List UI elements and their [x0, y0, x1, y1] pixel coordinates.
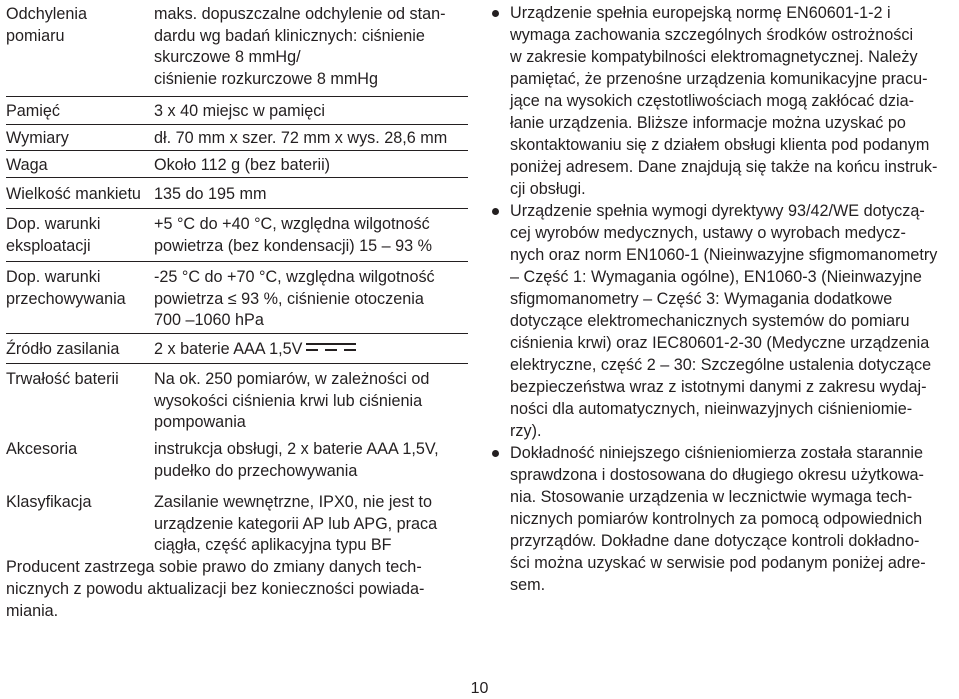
spec-row-power-source: [6, 334, 468, 364]
spec-row-battery-life: [6, 364, 468, 436]
spec-label: Trwałość baterii: [6, 370, 119, 388]
spec-label: Dop. warunki eksploatacji: [6, 215, 101, 255]
spec-label: Klasyfikacja: [6, 493, 92, 511]
spec-value: Około 112 g (bez baterii): [154, 156, 331, 174]
bullet-dot-icon: [492, 450, 499, 457]
spec-row-operating-conditions: [6, 209, 468, 262]
spec-label: Źródło zasilania: [6, 340, 120, 358]
bullet-dot-icon: [492, 208, 499, 215]
spec-row-accessories: [6, 436, 468, 488]
spec-label: Dop. warunki przechowywania: [6, 268, 126, 308]
spec-label: Odchylenia pomiaru: [6, 5, 87, 45]
spec-table: [6, 4, 468, 558]
spec-label: Akcesoria: [6, 440, 78, 458]
spec-row-weight: [6, 151, 468, 178]
spec-row-storage-conditions: [6, 262, 468, 334]
spec-value: maks. dopuszczalne odchylenie od stan- dardu wg badań klinicznych: ciśnienie skurczowe 8 mmHg/ ciśnienie rozkurczowe 8 mmHg: [154, 5, 446, 88]
manufacturer-note: Producent zastrzega sobie prawo do zmiany danych tech- nicznych z powodu aktualizacji bez konieczności powiada- miania.: [6, 558, 425, 620]
spec-row-classification: [6, 488, 468, 558]
spec-value: instrukcja obsługi, 2 x baterie AAA 1,5V, pudełko do przechowywania: [154, 440, 439, 480]
dc-current-icon: [306, 342, 356, 354]
spec-row-dimensions: [6, 125, 468, 151]
spec-value: Zasilanie wewnętrzne, IPX0, nie jest to urządzenie kategorii AP lub APG, praca ciągła, część aplikacyjna typu BF: [154, 493, 438, 554]
bullet-emc-standard: Urządzenie spełnia europejską normę EN60601-1-2 i wymaga zachowania szczególnych środków ostrożności w zakresie kompatybilności elektromagnetycznej. Należy pamiętać, że przenośne urządzenia komunikacyjne pracu- jące na wysokich częstotliwościach mogą zakłócać dzia- łanie urządzenia. Bliższe informacje można uzyskać po skontaktowaniu się z działem obsługi klienta pod podanym poniżej adresem. Dane znajdują się także na końcu instruk- cji obsługi.: [492, 2, 947, 200]
bullet-accuracy: Dokładność niniejszego ciśnieniomierza została starannie sprawdzona i dostosowana do długiego okresu użytkowa- nia. Stosowanie urządzenia w lecznictwie wymaga tech- nicznych pomiarów kontrolnych za pomocą odpowiednich przyrządów. Dokładne dane dotyczące kontroli dokładno- ści można uzyskać w serwisie pod podanym poniżej adre- sem.: [492, 442, 947, 596]
spec-value: dł. 70 mm x szer. 72 mm x wys. 28,6 mm: [154, 129, 448, 147]
page-number: 10: [470, 680, 489, 697]
bullet-medical-directive: Urządzenie spełnia wymogi dyrektywy 93/42/WE dotyczą- cej wyrobów medycznych, ustawy o wyrobach medycz- nych oraz norm EN1060-1 (Nieinwazyjne sfigmomanometry – Część 1: Wymagania ogólne), EN1060-3 (Nieinwazyjne sfigmomanometry – Część 3: Wymagania dodatkowe dotyczące elektromechanicznych systemów do pomiaru ciśnienia krwi) oraz IEC80601-2-30 (Medyczne urządzenia elektryczne, część 2 – 30: Szczególne ustalenia dotyczące bezpieczeństwa wraz z istotnymi danymi z zakresu wydaj- ności dla automatycznych, nieinwazyjnych ciśnieniomie- rzy).: [492, 200, 947, 442]
spec-label: Waga: [6, 156, 48, 174]
bullet-dot-icon: [492, 10, 499, 17]
spec-row-memory: [6, 97, 468, 125]
compliance-notes: [492, 2, 947, 596]
spec-row-cuff-size: [6, 178, 468, 209]
spec-value: -25 °C do +70 °C, względna wilgotność powietrza ≤ 93 %, ciśnienie otoczenia 700 –1060 hPa: [154, 268, 435, 329]
spec-value: 135 do 195 mm: [154, 185, 267, 203]
spec-label: Pamięć: [6, 102, 60, 120]
spec-value: 2 x baterie AAA 1,5V: [154, 339, 468, 361]
spec-row-measurement-deviation: [6, 4, 468, 97]
spec-label: Wielkość mankietu: [6, 185, 141, 203]
spec-value: +5 °C do +40 °C, względna wilgotność powietrza (bez kondensacji) 15 – 93 %: [154, 215, 433, 255]
spec-label: Wymiary: [6, 129, 69, 147]
spec-value: 3 x 40 miejsc w pamięci: [154, 102, 325, 120]
spec-value: Na ok. 250 pomiarów, w zależności od wysokości ciśnienia krwi lub ciśnienia pompowania: [154, 370, 430, 431]
